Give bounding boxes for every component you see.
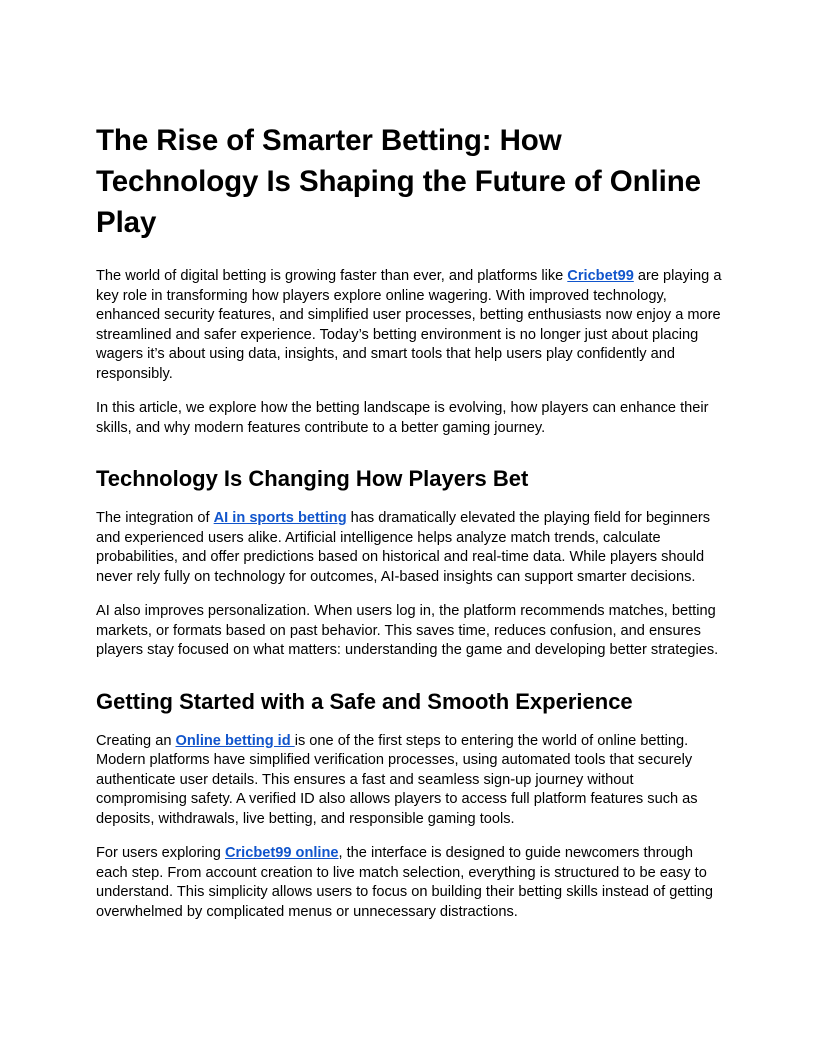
section-heading-getting-started: Getting Started with a Safe and Smooth Experience (96, 688, 633, 714)
interface-paragraph (96, 844, 726, 922)
cricbet99-online-link[interactable]: Cricbet99 online (224, 845, 339, 861)
page-title: The Rise of Smarter Betting: How Technology Is Shaping the Future of Online Play (96, 124, 701, 239)
cricbet99-link[interactable]: Cricbet99 (567, 268, 634, 284)
section-heading-technology: Technology Is Changing How Players Bet (96, 466, 529, 491)
personalization-paragraph: AI also improves personalization. When users log in, the platform recommends matches, betting markets, or formats based on past behavior. This saves time, reduces confusion, and ensures players stay focused on what matters: understanding the game and developing better strategies. (96, 603, 719, 658)
ai-text-before: The integration of (96, 510, 214, 526)
intro-paragraph (96, 267, 726, 384)
ai-integration-paragraph (96, 509, 726, 587)
intro-text-after: are playing a key role in transforming how players explore online wagering. With improved technology, enhanced security features, and simplified user processes, betting enthusiasts now enjoy a more streamlined and safer experience. Today’s betting environment is no longer just about placing wagers it’s about using data, insights, and smart tools that help users play confidently and responsibly. (96, 268, 722, 382)
betting-id-text-before: Creating an (96, 732, 176, 749)
interface-text-after: , the interface is designed to guide newcomers through each step. From account creation to live match selection, everything is structured to be easy to understand. This simplicity allows users to focus on building their betting skills instead of getting overwhelmed by complicated menus or unnecessary distractions. (96, 845, 714, 920)
article-overview-paragraph: In this article, we explore how the betting landscape is evolving, how players can enhance their skills, and why modern features contribute to a better gaming journey. (96, 400, 709, 436)
document-page (96, 120, 726, 922)
betting-id-paragraph (96, 732, 726, 830)
ai-text-after: has dramatically elevated the playing field for beginners and experienced users alike. Artificial intelligence helps analyze match trends, calculate probabilities, and offer predictions based on historical and real-time data. While players should never rely fully on technology for outcomes, AI-based insights can support smarter decisions. (96, 510, 711, 585)
interface-text-before: For users exploring (96, 845, 225, 861)
online-betting-id-link[interactable]: Online betting id (175, 732, 295, 749)
intro-text-before: The world of digital betting is growing faster than ever, and platforms like (96, 268, 568, 284)
ai-in-sports-betting-link[interactable]: AI in sports betting (213, 510, 347, 526)
betting-id-text-after: is one of the first steps to entering the world of online betting. Modern platforms have simplified verification processes, using automated tools that securely authenticate user details. This ensures a fast and seamless sign-up journey without compromising safety. A verified ID also allows players to access full platform features such as deposits, withdrawals, live betting, and responsible gaming tools. (96, 732, 698, 827)
